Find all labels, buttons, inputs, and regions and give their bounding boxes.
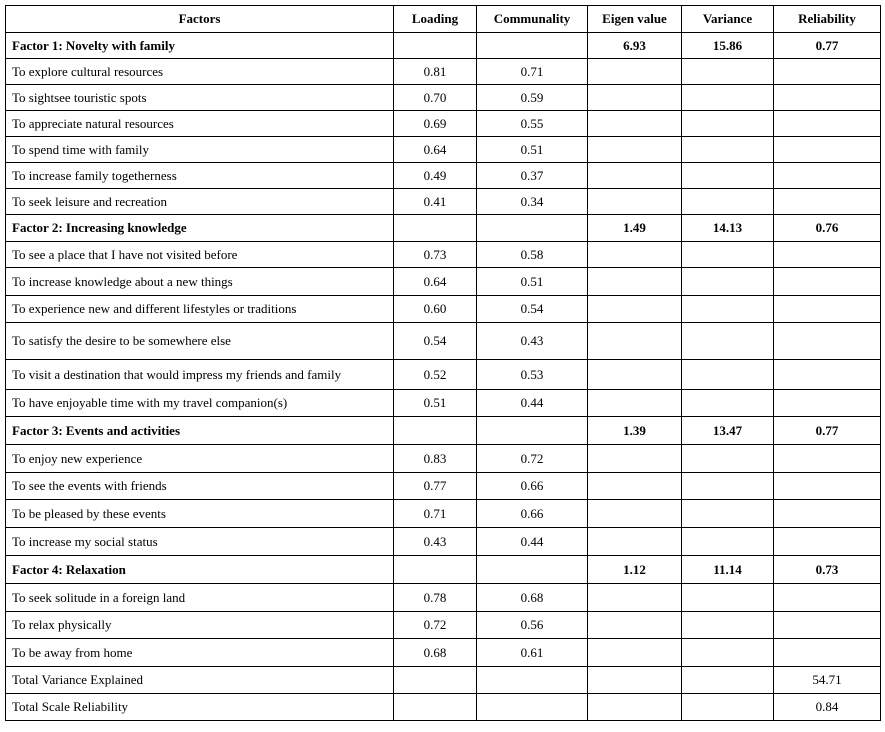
reliability-cell (774, 390, 881, 417)
eigen-value-cell (588, 296, 682, 323)
header-loading: Loading (394, 6, 477, 33)
factor-cell: Factor 2: Increasing knowledge (6, 215, 394, 242)
loading-cell: 0.68 (394, 639, 477, 667)
reliability-cell: 0.76 (774, 215, 881, 242)
eigen-value-cell (588, 85, 682, 111)
variance-cell (682, 111, 774, 137)
variance-cell: 11.14 (682, 556, 774, 584)
variance-cell (682, 445, 774, 473)
eigen-value-cell (588, 445, 682, 473)
communality-cell: 0.51 (477, 268, 588, 296)
table-row (6, 500, 881, 528)
loading-cell: 0.70 (394, 85, 477, 111)
communality-cell: 0.37 (477, 163, 588, 189)
factor-cell: Total Variance Explained (6, 667, 394, 694)
reliability-cell: 0.84 (774, 694, 881, 721)
factor-cell: To have enjoyable time with my travel companion(s) (6, 390, 394, 417)
communality-cell: 0.53 (477, 360, 588, 390)
eigen-value-cell (588, 59, 682, 85)
reliability-cell (774, 189, 881, 215)
variance-cell (682, 694, 774, 721)
header-row (6, 6, 881, 33)
table-row (6, 85, 881, 111)
eigen-value-cell (588, 639, 682, 667)
variance-cell (682, 528, 774, 556)
loading-cell: 0.69 (394, 111, 477, 137)
loading-cell: 0.49 (394, 163, 477, 189)
reliability-cell: 54.71 (774, 667, 881, 694)
communality-cell (477, 215, 588, 242)
factor-group-row (6, 33, 881, 59)
loading-cell: 0.77 (394, 473, 477, 500)
factor-cell: To seek leisure and recreation (6, 189, 394, 215)
communality-cell: 0.34 (477, 189, 588, 215)
header-eigen-value: Eigen value (588, 6, 682, 33)
variance-cell (682, 667, 774, 694)
loading-cell: 0.71 (394, 500, 477, 528)
reliability-cell (774, 296, 881, 323)
factor-cell: To see a place that I have not visited before (6, 242, 394, 268)
variance-cell (682, 189, 774, 215)
variance-cell (682, 268, 774, 296)
factor-group-row (6, 417, 881, 445)
loading-cell: 0.52 (394, 360, 477, 390)
loading-cell: 0.60 (394, 296, 477, 323)
variance-cell: 14.13 (682, 215, 774, 242)
eigen-value-cell: 1.39 (588, 417, 682, 445)
table-row (6, 584, 881, 612)
table-row (6, 242, 881, 268)
factor-cell: To enjoy new experience (6, 445, 394, 473)
table-row (6, 528, 881, 556)
reliability-cell: 0.73 (774, 556, 881, 584)
communality-cell: 0.66 (477, 500, 588, 528)
loading-cell (394, 556, 477, 584)
table-row (6, 189, 881, 215)
loading-cell: 0.83 (394, 445, 477, 473)
header-variance: Variance (682, 6, 774, 33)
communality-cell (477, 556, 588, 584)
loading-cell (394, 417, 477, 445)
table-row (6, 473, 881, 500)
factor-cell: Factor 3: Events and activities (6, 417, 394, 445)
variance-cell (682, 500, 774, 528)
eigen-value-cell (588, 111, 682, 137)
factor-group-row (6, 215, 881, 242)
variance-cell (682, 639, 774, 667)
table-row (6, 296, 881, 323)
communality-cell (477, 33, 588, 59)
loading-cell: 0.78 (394, 584, 477, 612)
loading-cell (394, 33, 477, 59)
communality-cell: 0.55 (477, 111, 588, 137)
table-row (6, 612, 881, 639)
total-row (6, 667, 881, 694)
factor-analysis-table (5, 5, 881, 721)
reliability-cell (774, 473, 881, 500)
reliability-cell (774, 612, 881, 639)
communality-cell: 0.58 (477, 242, 588, 268)
table-row (6, 360, 881, 390)
factor-cell: Factor 4: Relaxation (6, 556, 394, 584)
reliability-cell (774, 268, 881, 296)
factor-group-row (6, 556, 881, 584)
communality-cell: 0.51 (477, 137, 588, 163)
eigen-value-cell (588, 528, 682, 556)
reliability-cell (774, 500, 881, 528)
communality-cell: 0.43 (477, 323, 588, 360)
reliability-cell (774, 323, 881, 360)
loading-cell: 0.64 (394, 268, 477, 296)
loading-cell (394, 215, 477, 242)
variance-cell (682, 59, 774, 85)
table-row (6, 639, 881, 667)
variance-cell (682, 296, 774, 323)
eigen-value-cell (588, 390, 682, 417)
communality-cell: 0.44 (477, 390, 588, 417)
variance-cell (682, 137, 774, 163)
table-row (6, 268, 881, 296)
communality-cell: 0.59 (477, 85, 588, 111)
communality-cell: 0.68 (477, 584, 588, 612)
loading-cell: 0.43 (394, 528, 477, 556)
eigen-value-cell (588, 242, 682, 268)
loading-cell: 0.54 (394, 323, 477, 360)
variance-cell (682, 242, 774, 268)
factor-cell: To sightsee touristic spots (6, 85, 394, 111)
communality-cell: 0.44 (477, 528, 588, 556)
reliability-cell (774, 59, 881, 85)
factor-cell: To spend time with family (6, 137, 394, 163)
header-communality: Communality (477, 6, 588, 33)
variance-cell (682, 85, 774, 111)
table-row (6, 137, 881, 163)
communality-cell: 0.71 (477, 59, 588, 85)
eigen-value-cell (588, 694, 682, 721)
eigen-value-cell: 6.93 (588, 33, 682, 59)
factor-cell: To be away from home (6, 639, 394, 667)
factor-cell: To satisfy the desire to be somewhere else (6, 323, 394, 360)
eigen-value-cell (588, 473, 682, 500)
reliability-cell (774, 85, 881, 111)
eigen-value-cell (588, 268, 682, 296)
variance-cell (682, 584, 774, 612)
reliability-cell (774, 445, 881, 473)
reliability-cell (774, 137, 881, 163)
reliability-cell (774, 111, 881, 137)
communality-cell: 0.66 (477, 473, 588, 500)
variance-cell (682, 163, 774, 189)
variance-cell (682, 323, 774, 360)
factor-cell: Factor 1: Novelty with family (6, 33, 394, 59)
factor-cell: To seek solitude in a foreign land (6, 584, 394, 612)
eigen-value-cell (588, 500, 682, 528)
factor-cell: To increase family togetherness (6, 163, 394, 189)
reliability-cell (774, 639, 881, 667)
factor-cell: To increase my social status (6, 528, 394, 556)
eigen-value-cell (588, 323, 682, 360)
header-factors: Factors (6, 6, 394, 33)
factor-cell: To see the events with friends (6, 473, 394, 500)
communality-cell: 0.61 (477, 639, 588, 667)
loading-cell: 0.64 (394, 137, 477, 163)
table-row (6, 445, 881, 473)
total-row (6, 694, 881, 721)
table-row (6, 163, 881, 189)
loading-cell: 0.51 (394, 390, 477, 417)
loading-cell: 0.81 (394, 59, 477, 85)
variance-cell (682, 360, 774, 390)
reliability-cell: 0.77 (774, 33, 881, 59)
eigen-value-cell (588, 137, 682, 163)
table-row (6, 323, 881, 360)
communality-cell (477, 667, 588, 694)
communality-cell (477, 694, 588, 721)
table-row (6, 111, 881, 137)
communality-cell: 0.72 (477, 445, 588, 473)
factor-cell: To be pleased by these events (6, 500, 394, 528)
reliability-cell (774, 528, 881, 556)
factor-cell: To relax physically (6, 612, 394, 639)
reliability-cell: 0.77 (774, 417, 881, 445)
communality-cell: 0.56 (477, 612, 588, 639)
factor-cell: To visit a destination that would impress my friends and family (6, 360, 394, 390)
eigen-value-cell: 1.12 (588, 556, 682, 584)
factor-cell: Total Scale Reliability (6, 694, 394, 721)
reliability-cell (774, 242, 881, 268)
variance-cell: 13.47 (682, 417, 774, 445)
loading-cell (394, 667, 477, 694)
communality-cell: 0.54 (477, 296, 588, 323)
eigen-value-cell (588, 667, 682, 694)
variance-cell: 15.86 (682, 33, 774, 59)
loading-cell: 0.41 (394, 189, 477, 215)
reliability-cell (774, 360, 881, 390)
table-body (6, 33, 881, 721)
reliability-cell (774, 584, 881, 612)
table-row (6, 390, 881, 417)
header-reliability: Reliability (774, 6, 881, 33)
table-row (6, 59, 881, 85)
loading-cell: 0.73 (394, 242, 477, 268)
eigen-value-cell (588, 360, 682, 390)
eigen-value-cell (588, 189, 682, 215)
eigen-value-cell: 1.49 (588, 215, 682, 242)
variance-cell (682, 390, 774, 417)
communality-cell (477, 417, 588, 445)
eigen-value-cell (588, 163, 682, 189)
loading-cell: 0.72 (394, 612, 477, 639)
reliability-cell (774, 163, 881, 189)
variance-cell (682, 612, 774, 639)
factor-cell: To increase knowledge about a new things (6, 268, 394, 296)
eigen-value-cell (588, 612, 682, 639)
factor-cell: To explore cultural resources (6, 59, 394, 85)
factor-cell: To appreciate natural resources (6, 111, 394, 137)
variance-cell (682, 473, 774, 500)
eigen-value-cell (588, 584, 682, 612)
factor-cell: To experience new and different lifestyles or traditions (6, 296, 394, 323)
loading-cell (394, 694, 477, 721)
